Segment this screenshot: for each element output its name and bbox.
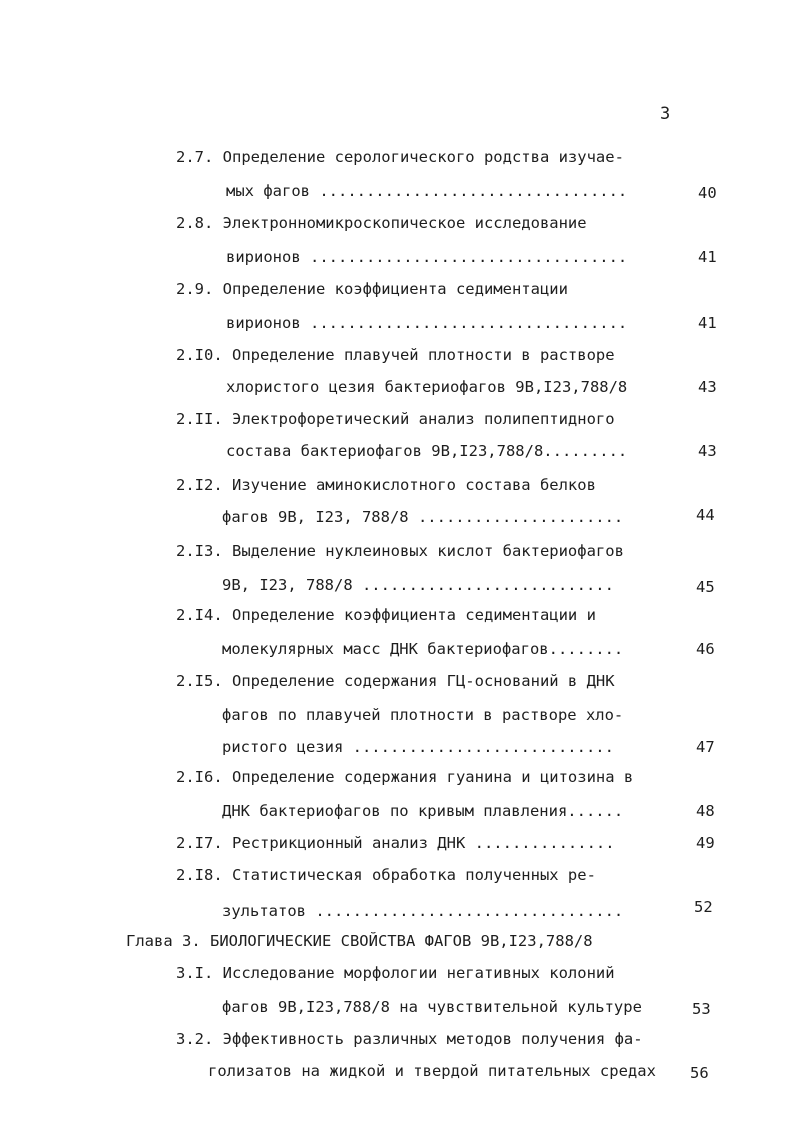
toc-entry-2-14-page: 46 [696, 640, 715, 658]
toc-entry-2-7-page: 40 [698, 184, 717, 202]
toc-entry-2-17-line1: 2.I7. Рестрикционный анализ ДНК ............... [176, 834, 615, 852]
toc-entry-2-10-line2: хлористого цезия бактериофагов 9В,I23,788/8 [226, 378, 628, 396]
toc-entry-2-11-page: 43 [698, 442, 717, 460]
toc-entry-2-13-line1: 2.I3. Выделение нуклеиновых кислот бактериофагов [176, 542, 624, 560]
toc-entry-3-1-page: 53 [692, 1000, 711, 1018]
toc-entry-2-13-page: 45 [696, 578, 715, 596]
toc-entry-3-2-line1: 3.2. Эффективность различных методов получения фа- [176, 1030, 643, 1048]
toc-entry-3-2-page: 56 [690, 1064, 709, 1082]
toc-entry-2-16-line1: 2.I6. Определение содержания гуанина и цитозина в [176, 768, 634, 786]
toc-entry-2-15-line1: 2.I5. Определение содержания ГЦ-оснований в ДНК [176, 672, 615, 690]
toc-entry-2-9-line2: вирионов .................................. [226, 314, 628, 332]
toc-entry-2-16-line2: ДНК бактериофагов по кривым плавления...... [222, 802, 624, 820]
toc-entry-2-12-line2: фагов 9В, I23, 788/8 ...................... [222, 508, 624, 526]
toc-entry-2-10-page: 43 [698, 378, 717, 396]
toc-entry-2-9-page: 41 [698, 314, 717, 332]
toc-entry-2-7-line1: 2.7. Определение серологического родства изучае- [176, 148, 624, 166]
toc-entry-2-7-line2: мых фагов ................................. [226, 182, 628, 200]
toc-entry-2-8-page: 41 [698, 248, 717, 266]
page-number: 3 [660, 104, 671, 124]
toc-entry-2-10-line1: 2.I0. Определение плавучей плотности в растворе [176, 346, 615, 364]
toc-entry-2-18-line2: зультатов ................................. [222, 902, 624, 920]
chapter-3-heading: Глава 3. БИОЛОГИЧЕСКИЕ СВОЙСТВА ФАГОВ 9В,I23,788/8 [126, 932, 593, 950]
toc-entry-3-1-line1: 3.I. Исследование морфологии негативных колоний [176, 964, 615, 982]
toc-entry-2-8-line1: 2.8. Электронномикроскопическое исследование [176, 214, 587, 232]
toc-entry-2-18-page: 52 [694, 898, 713, 916]
toc-entry-2-15-page: 47 [696, 738, 715, 756]
toc-entry-2-11-line1: 2.II. Электрофоретический анализ полипептидного [176, 410, 615, 428]
toc-entry-3-1-line2: фагов 9В,I23,788/8 на чувствительной культуре [222, 998, 642, 1016]
toc-entry-2-8-line2: вирионов .................................. [226, 248, 628, 266]
toc-entry-2-13-line2: 9В, I23, 788/8 ........................... [222, 576, 614, 594]
toc-entry-2-18-line1: 2.I8. Статистическая обработка полученных ре- [176, 866, 596, 884]
toc-entry-2-14-line2: молекулярных масс ДНК бактериофагов........ [222, 640, 624, 658]
toc-entry-3-2-line2: голизатов на жидкой и твердой питательных средах [208, 1062, 656, 1080]
toc-entry-2-17-page: 49 [696, 834, 715, 852]
toc-entry-2-12-line1: 2.I2. Изучение аминокислотного состава белков [176, 476, 596, 494]
toc-entry-2-15-line3: ристого цезия ............................ [222, 738, 614, 756]
toc-entry-2-15-line2: фагов по плавучей плотности в растворе хло- [222, 706, 624, 724]
toc-entry-2-9-line1: 2.9. Определение коэффициента седиментации [176, 280, 568, 298]
toc-entry-2-16-page: 48 [696, 802, 715, 820]
toc-entry-2-14-line1: 2.I4. Определение коэффициента седиментации и [176, 606, 596, 624]
toc-entry-2-12-page: 44 [696, 506, 715, 524]
toc-entry-2-11-line2: состава бактериофагов 9В,I23,788/8......... [226, 442, 628, 460]
